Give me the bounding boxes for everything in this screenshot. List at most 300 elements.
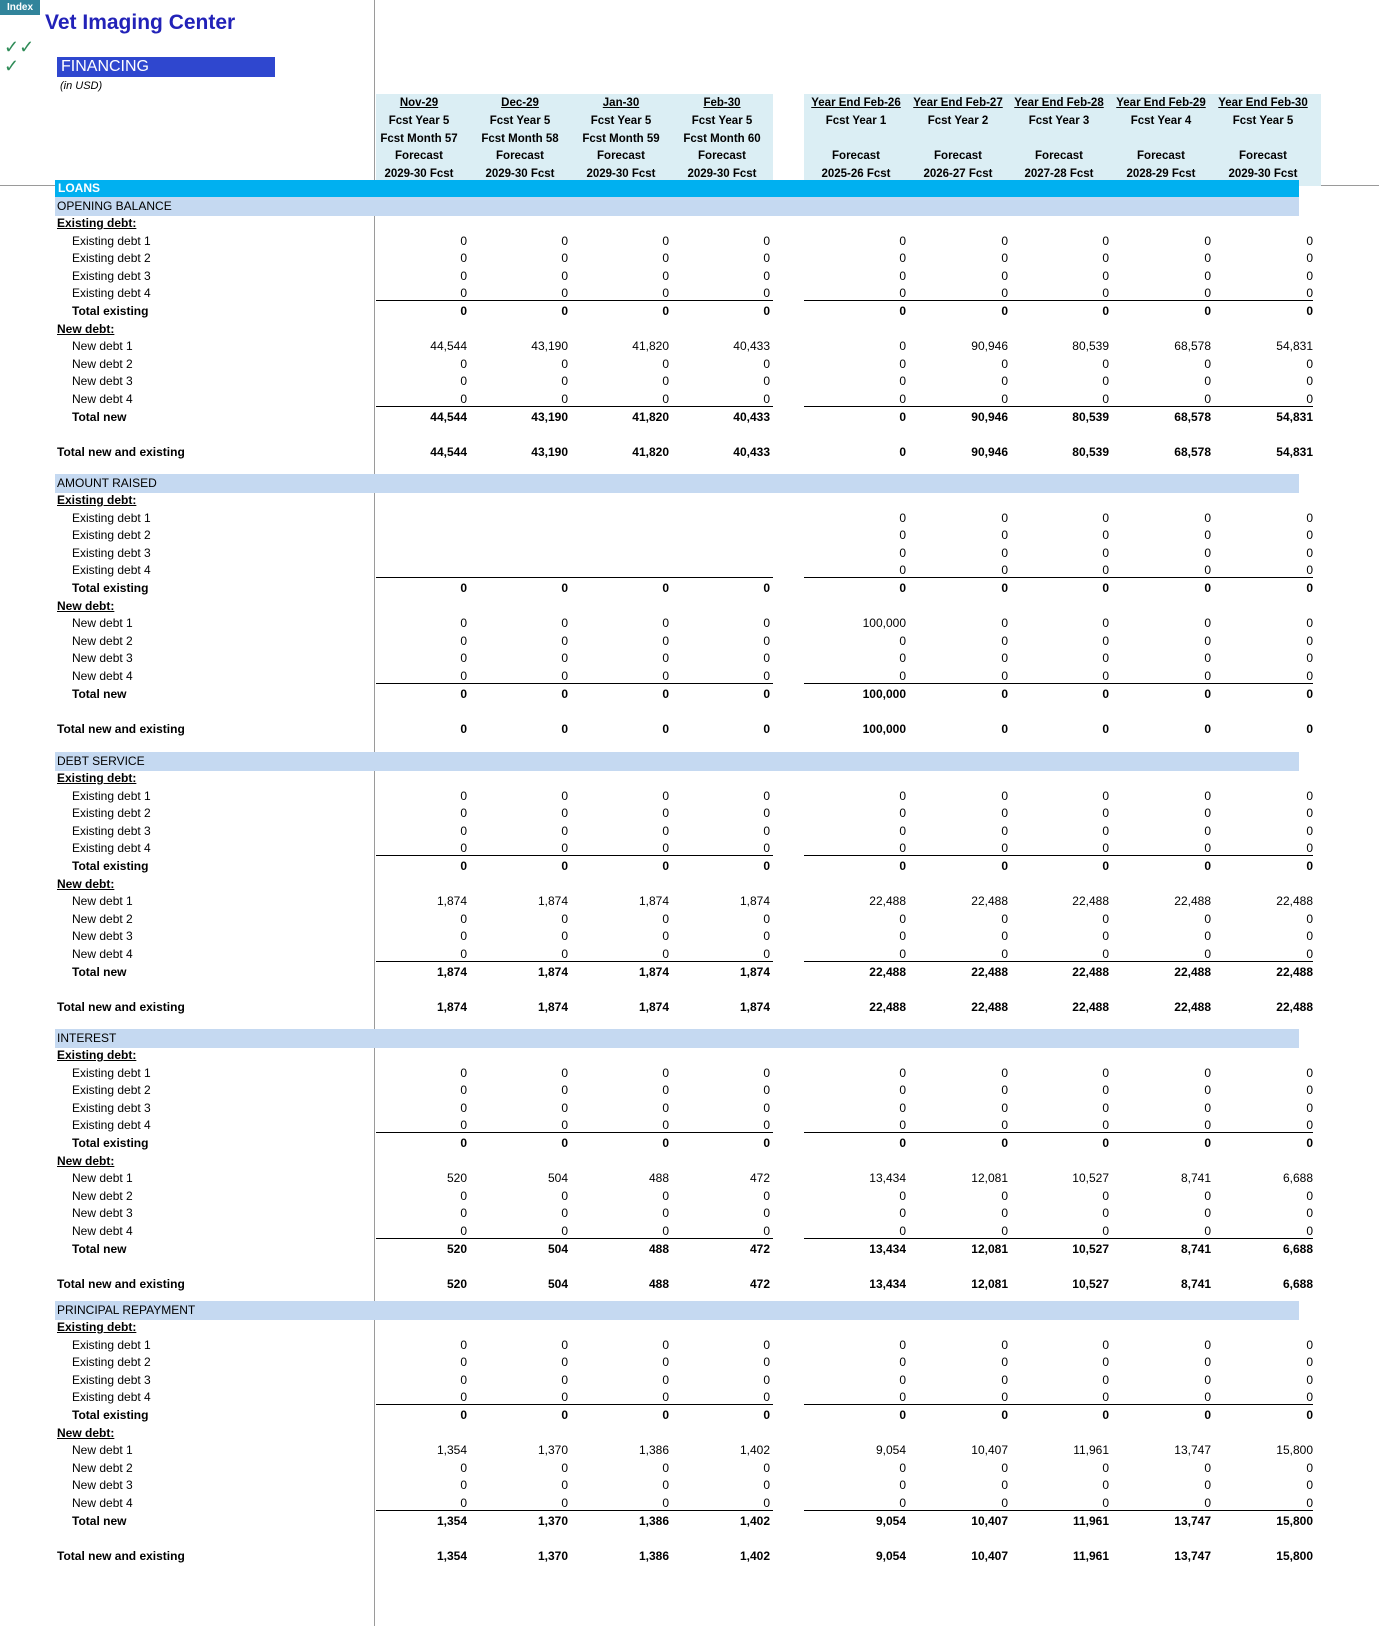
cell-value[interactable]: 0 bbox=[1204, 1337, 1211, 1352]
cell-value[interactable]: 0 bbox=[1001, 545, 1008, 560]
cell-value[interactable]: 0 bbox=[561, 233, 568, 248]
cell-value[interactable]: 1,386 bbox=[638, 1548, 669, 1563]
cell-value[interactable]: 1,386 bbox=[638, 1513, 669, 1528]
cell-value[interactable]: 9,054 bbox=[875, 1443, 906, 1458]
cell-value[interactable]: 0 bbox=[1001, 392, 1008, 406]
cell-value[interactable]: 90,946 bbox=[971, 409, 1008, 424]
cell-value[interactable]: 0 bbox=[662, 1065, 669, 1080]
cell-value[interactable]: 504 bbox=[547, 1276, 568, 1291]
cell-value[interactable]: 0 bbox=[1204, 392, 1211, 406]
cell-value[interactable]: 0 bbox=[460, 1206, 467, 1221]
cell-value[interactable]: 0 bbox=[899, 409, 906, 424]
cell-value[interactable]: 6,688 bbox=[1282, 1276, 1313, 1291]
cell-value[interactable]: 0 bbox=[763, 1188, 770, 1203]
cell-value[interactable]: 0 bbox=[763, 841, 770, 856]
cell-value[interactable]: 54,831 bbox=[1276, 409, 1313, 424]
cell-value[interactable]: 0 bbox=[561, 392, 568, 406]
cell-value[interactable]: 0 bbox=[899, 339, 906, 354]
cell-value[interactable]: 0 bbox=[1102, 581, 1109, 595]
cell-value[interactable]: 22,488 bbox=[869, 964, 906, 979]
cell-value[interactable]: 504 bbox=[547, 1241, 568, 1256]
cell-value[interactable]: 0 bbox=[763, 1118, 770, 1133]
cell-value[interactable]: 0 bbox=[1102, 859, 1109, 873]
cell-value[interactable]: 22,488 bbox=[1072, 964, 1109, 979]
cell-value[interactable]: 0 bbox=[561, 1065, 568, 1080]
cell-value[interactable]: 0 bbox=[1102, 304, 1109, 318]
cell-value[interactable]: 0 bbox=[1102, 1224, 1109, 1238]
cell-value[interactable]: 0 bbox=[662, 686, 669, 701]
cell-value[interactable]: 0 bbox=[1204, 1372, 1211, 1387]
cell-value[interactable]: 44,544 bbox=[430, 339, 467, 354]
cell-value[interactable]: 1,874 bbox=[436, 894, 467, 909]
cell-value[interactable]: 0 bbox=[1102, 356, 1109, 371]
cell-value[interactable]: 0 bbox=[899, 286, 906, 301]
cell-value[interactable]: 0 bbox=[899, 806, 906, 821]
cell-value[interactable]: 0 bbox=[1102, 528, 1109, 543]
cell-value[interactable]: 11,961 bbox=[1072, 1513, 1109, 1528]
cell-value[interactable]: 0 bbox=[1001, 651, 1008, 666]
cell-value[interactable]: 22,488 bbox=[1276, 964, 1313, 979]
cell-value[interactable]: 0 bbox=[1001, 616, 1008, 631]
cell-value[interactable]: 0 bbox=[899, 1224, 906, 1238]
cell-value[interactable]: 1,874 bbox=[638, 964, 669, 979]
cell-value[interactable]: 0 bbox=[1102, 806, 1109, 821]
cell-value[interactable]: 0 bbox=[460, 581, 467, 595]
cell-value[interactable]: 0 bbox=[561, 374, 568, 389]
cell-value[interactable]: 0 bbox=[561, 286, 568, 301]
cell-value[interactable]: 0 bbox=[662, 1136, 669, 1150]
cell-value[interactable]: 0 bbox=[1306, 374, 1313, 389]
cell-value[interactable]: 0 bbox=[662, 823, 669, 838]
cell-value[interactable]: 0 bbox=[1306, 1188, 1313, 1203]
cell-value[interactable]: 0 bbox=[1001, 1460, 1008, 1475]
cell-value[interactable]: 0 bbox=[763, 581, 770, 595]
cell-value[interactable]: 0 bbox=[460, 1496, 467, 1510]
cell-value[interactable]: 0 bbox=[763, 1136, 770, 1150]
cell-value[interactable]: 22,488 bbox=[1174, 964, 1211, 979]
cell-value[interactable]: 1,386 bbox=[638, 1443, 669, 1458]
cell-value[interactable]: 0 bbox=[1306, 1408, 1313, 1422]
cell-value[interactable]: 0 bbox=[763, 1408, 770, 1422]
cell-value[interactable]: 0 bbox=[1204, 528, 1211, 543]
cell-value[interactable]: 0 bbox=[763, 268, 770, 283]
cell-value[interactable]: 0 bbox=[899, 1206, 906, 1221]
cell-value[interactable]: 0 bbox=[1001, 1224, 1008, 1238]
cell-value[interactable]: 0 bbox=[1204, 510, 1211, 525]
cell-value[interactable]: 0 bbox=[1204, 1460, 1211, 1475]
cell-value[interactable]: 0 bbox=[1102, 651, 1109, 666]
cell-value[interactable]: 10,527 bbox=[1072, 1241, 1109, 1256]
cell-value[interactable]: 0 bbox=[460, 721, 467, 736]
cell-value[interactable]: 0 bbox=[763, 1206, 770, 1221]
cell-value[interactable]: 0 bbox=[1102, 1136, 1109, 1150]
cell-value[interactable]: 0 bbox=[1306, 251, 1313, 266]
cell-value[interactable]: 0 bbox=[763, 788, 770, 803]
cell-value[interactable]: 0 bbox=[662, 721, 669, 736]
cell-value[interactable]: 0 bbox=[460, 1188, 467, 1203]
cell-value[interactable]: 0 bbox=[561, 788, 568, 803]
cell-value[interactable]: 0 bbox=[662, 1390, 669, 1405]
cell-value[interactable]: 0 bbox=[662, 1460, 669, 1475]
cell-value[interactable]: 0 bbox=[460, 1224, 467, 1238]
cell-value[interactable]: 0 bbox=[1102, 1118, 1109, 1133]
cell-value[interactable]: 0 bbox=[561, 1408, 568, 1422]
cell-value[interactable]: 0 bbox=[1306, 528, 1313, 543]
cell-value[interactable]: 0 bbox=[1001, 929, 1008, 944]
cell-value[interactable]: 40,433 bbox=[733, 409, 770, 424]
cell-value[interactable]: 0 bbox=[1204, 251, 1211, 266]
cell-value[interactable]: 0 bbox=[899, 268, 906, 283]
cell-value[interactable]: 22,488 bbox=[869, 894, 906, 909]
cell-value[interactable]: 0 bbox=[662, 392, 669, 406]
cell-value[interactable]: 0 bbox=[899, 1337, 906, 1352]
cell-value[interactable]: 0 bbox=[899, 947, 906, 961]
cell-value[interactable]: 0 bbox=[1204, 1390, 1211, 1405]
cell-value[interactable]: 0 bbox=[1306, 510, 1313, 525]
cell-value[interactable]: 0 bbox=[662, 841, 669, 856]
cell-value[interactable]: 0 bbox=[1001, 841, 1008, 856]
cell-value[interactable]: 0 bbox=[1204, 545, 1211, 560]
cell-value[interactable]: 0 bbox=[1102, 545, 1109, 560]
cell-value[interactable]: 0 bbox=[1204, 721, 1211, 736]
cell-value[interactable]: 0 bbox=[460, 392, 467, 406]
cell-value[interactable]: 0 bbox=[1001, 1065, 1008, 1080]
cell-value[interactable]: 1,874 bbox=[638, 999, 669, 1014]
cell-value[interactable]: 0 bbox=[1204, 788, 1211, 803]
cell-value[interactable]: 0 bbox=[899, 1118, 906, 1133]
index-button[interactable]: Index bbox=[0, 0, 40, 15]
cell-value[interactable]: 0 bbox=[1102, 1083, 1109, 1098]
cell-value[interactable]: 13,434 bbox=[869, 1241, 906, 1256]
cell-value[interactable]: 10,407 bbox=[971, 1443, 1008, 1458]
cell-value[interactable]: 10,527 bbox=[1072, 1171, 1109, 1186]
cell-value[interactable]: 0 bbox=[460, 859, 467, 873]
cell-value[interactable]: 0 bbox=[899, 356, 906, 371]
cell-value[interactable]: 68,578 bbox=[1174, 339, 1211, 354]
cell-value[interactable]: 0 bbox=[460, 651, 467, 666]
cell-value[interactable]: 13,747 bbox=[1174, 1443, 1211, 1458]
cell-value[interactable]: 520 bbox=[446, 1241, 467, 1256]
cell-value[interactable]: 0 bbox=[460, 1355, 467, 1370]
cell-value[interactable]: 13,434 bbox=[869, 1276, 906, 1291]
cell-value[interactable]: 0 bbox=[662, 633, 669, 648]
cell-value[interactable]: 0 bbox=[561, 823, 568, 838]
cell-value[interactable]: 0 bbox=[1306, 859, 1313, 873]
cell-value[interactable]: 0 bbox=[1306, 1337, 1313, 1352]
cell-value[interactable]: 0 bbox=[1306, 1136, 1313, 1150]
cell-value[interactable]: 0 bbox=[1102, 1408, 1109, 1422]
cell-value[interactable]: 0 bbox=[1306, 947, 1313, 961]
cell-value[interactable]: 0 bbox=[561, 1337, 568, 1352]
cell-value[interactable]: 41,820 bbox=[632, 339, 669, 354]
cell-value[interactable]: 15,800 bbox=[1276, 1443, 1313, 1458]
cell-value[interactable]: 0 bbox=[1001, 1118, 1008, 1133]
cell-value[interactable]: 0 bbox=[1204, 1083, 1211, 1098]
cell-value[interactable]: 1,370 bbox=[537, 1548, 568, 1563]
cell-value[interactable]: 8,741 bbox=[1180, 1241, 1211, 1256]
cell-value[interactable]: 0 bbox=[1102, 1372, 1109, 1387]
cell-value[interactable]: 1,402 bbox=[739, 1548, 770, 1563]
cell-value[interactable]: 0 bbox=[561, 841, 568, 856]
cell-value[interactable]: 0 bbox=[1306, 651, 1313, 666]
cell-value[interactable]: 0 bbox=[1204, 1408, 1211, 1422]
cell-value[interactable]: 0 bbox=[1204, 911, 1211, 926]
cell-value[interactable]: 15,800 bbox=[1276, 1548, 1313, 1563]
cell-value[interactable]: 9,054 bbox=[875, 1548, 906, 1563]
cell-value[interactable]: 0 bbox=[460, 1100, 467, 1115]
cell-value[interactable]: 0 bbox=[763, 1355, 770, 1370]
cell-value[interactable]: 0 bbox=[662, 859, 669, 873]
cell-value[interactable]: 0 bbox=[1001, 686, 1008, 701]
cell-value[interactable]: 0 bbox=[1306, 545, 1313, 560]
cell-value[interactable]: 0 bbox=[662, 1372, 669, 1387]
cell-value[interactable]: 0 bbox=[1204, 1065, 1211, 1080]
cell-value[interactable]: 0 bbox=[899, 510, 906, 525]
cell-value[interactable]: 0 bbox=[1204, 1224, 1211, 1238]
cell-value[interactable]: 41,820 bbox=[632, 444, 669, 459]
cell-value[interactable]: 0 bbox=[1001, 806, 1008, 821]
cell-value[interactable]: 0 bbox=[662, 268, 669, 283]
cell-value[interactable]: 520 bbox=[446, 1276, 467, 1291]
cell-value[interactable]: 0 bbox=[899, 859, 906, 873]
cell-value[interactable]: 0 bbox=[1102, 788, 1109, 803]
cell-value[interactable]: 0 bbox=[1102, 1065, 1109, 1080]
cell-value[interactable]: 0 bbox=[1306, 633, 1313, 648]
cell-value[interactable]: 0 bbox=[899, 1390, 906, 1405]
cell-value[interactable]: 0 bbox=[1306, 1478, 1313, 1493]
cell-value[interactable]: 43,190 bbox=[531, 409, 568, 424]
cell-value[interactable]: 0 bbox=[662, 1083, 669, 1098]
cell-value[interactable]: 0 bbox=[763, 1065, 770, 1080]
cell-value[interactable]: 0 bbox=[1306, 286, 1313, 301]
cell-value[interactable]: 0 bbox=[561, 669, 568, 683]
cell-value[interactable]: 0 bbox=[662, 1337, 669, 1352]
cell-value[interactable]: 0 bbox=[1204, 1100, 1211, 1115]
cell-value[interactable]: 43,190 bbox=[531, 444, 568, 459]
cell-value[interactable]: 0 bbox=[561, 1390, 568, 1405]
cell-value[interactable]: 0 bbox=[1001, 1355, 1008, 1370]
cell-value[interactable]: 0 bbox=[1001, 1478, 1008, 1493]
cell-value[interactable]: 0 bbox=[763, 929, 770, 944]
cell-value[interactable]: 0 bbox=[460, 1118, 467, 1133]
cell-value[interactable]: 0 bbox=[763, 823, 770, 838]
cell-value[interactable]: 22,488 bbox=[971, 999, 1008, 1014]
cell-value[interactable]: 22,488 bbox=[1276, 894, 1313, 909]
cell-value[interactable]: 0 bbox=[1306, 788, 1313, 803]
cell-value[interactable]: 0 bbox=[1306, 304, 1313, 318]
cell-value[interactable]: 0 bbox=[899, 392, 906, 406]
cell-value[interactable]: 0 bbox=[1102, 268, 1109, 283]
cell-value[interactable]: 0 bbox=[1204, 841, 1211, 856]
cell-value[interactable]: 0 bbox=[1204, 581, 1211, 595]
cell-value[interactable]: 0 bbox=[460, 233, 467, 248]
cell-value[interactable]: 0 bbox=[1204, 669, 1211, 683]
cell-value[interactable]: 0 bbox=[899, 1083, 906, 1098]
cell-value[interactable]: 0 bbox=[561, 581, 568, 595]
cell-value[interactable]: 0 bbox=[561, 1118, 568, 1133]
cell-value[interactable]: 1,370 bbox=[537, 1513, 568, 1528]
cell-value[interactable]: 10,527 bbox=[1072, 1276, 1109, 1291]
cell-value[interactable]: 40,433 bbox=[733, 444, 770, 459]
cell-value[interactable]: 68,578 bbox=[1174, 409, 1211, 424]
cell-value[interactable]: 54,831 bbox=[1276, 339, 1313, 354]
cell-value[interactable]: 0 bbox=[1001, 1496, 1008, 1510]
cell-value[interactable]: 0 bbox=[662, 1100, 669, 1115]
cell-value[interactable]: 90,946 bbox=[971, 444, 1008, 459]
cell-value[interactable]: 11,961 bbox=[1073, 1443, 1109, 1458]
cell-value[interactable]: 0 bbox=[1204, 233, 1211, 248]
cell-value[interactable]: 0 bbox=[763, 1390, 770, 1405]
cell-value[interactable]: 0 bbox=[1001, 374, 1008, 389]
cell-value[interactable]: 0 bbox=[899, 444, 906, 459]
cell-value[interactable]: 0 bbox=[662, 911, 669, 926]
cell-value[interactable]: 0 bbox=[1204, 1118, 1211, 1133]
cell-value[interactable]: 472 bbox=[749, 1241, 770, 1256]
cell-value[interactable]: 1,874 bbox=[638, 894, 669, 909]
cell-value[interactable]: 40,433 bbox=[733, 339, 770, 354]
cell-value[interactable]: 0 bbox=[460, 1065, 467, 1080]
cell-value[interactable]: 8,741 bbox=[1180, 1276, 1211, 1291]
cell-value[interactable]: 0 bbox=[1204, 1136, 1211, 1150]
cell-value[interactable]: 0 bbox=[460, 251, 467, 266]
cell-value[interactable]: 0 bbox=[662, 788, 669, 803]
cell-value[interactable]: 0 bbox=[561, 1372, 568, 1387]
cell-value[interactable]: 0 bbox=[662, 251, 669, 266]
cell-value[interactable]: 0 bbox=[1001, 1390, 1008, 1405]
cell-value[interactable]: 0 bbox=[460, 686, 467, 701]
cell-value[interactable]: 0 bbox=[763, 721, 770, 736]
cell-value[interactable]: 0 bbox=[561, 251, 568, 266]
cell-value[interactable]: 0 bbox=[1102, 823, 1109, 838]
cell-value[interactable]: 0 bbox=[561, 304, 568, 318]
cell-value[interactable]: 0 bbox=[899, 841, 906, 856]
cell-value[interactable]: 1,874 bbox=[537, 964, 568, 979]
cell-value[interactable]: 0 bbox=[763, 1460, 770, 1475]
cell-value[interactable]: 0 bbox=[1001, 356, 1008, 371]
cell-value[interactable]: 0 bbox=[1204, 616, 1211, 631]
cell-value[interactable]: 0 bbox=[460, 1460, 467, 1475]
cell-value[interactable]: 0 bbox=[763, 251, 770, 266]
cell-value[interactable]: 472 bbox=[749, 1171, 770, 1186]
cell-value[interactable]: 0 bbox=[1306, 1065, 1313, 1080]
cell-value[interactable]: 0 bbox=[1204, 563, 1211, 578]
cell-value[interactable]: 0 bbox=[1102, 841, 1109, 856]
cell-value[interactable]: 0 bbox=[1306, 616, 1313, 631]
cell-value[interactable]: 9,054 bbox=[875, 1513, 906, 1528]
cell-value[interactable]: 0 bbox=[561, 806, 568, 821]
cell-value[interactable]: 0 bbox=[763, 374, 770, 389]
cell-value[interactable]: 0 bbox=[1102, 1496, 1109, 1510]
cell-value[interactable]: 0 bbox=[1001, 1337, 1008, 1352]
cell-value[interactable]: 0 bbox=[561, 721, 568, 736]
cell-value[interactable]: 0 bbox=[763, 1100, 770, 1115]
cell-value[interactable]: 0 bbox=[763, 616, 770, 631]
cell-value[interactable]: 90,946 bbox=[971, 339, 1008, 354]
cell-value[interactable]: 0 bbox=[1001, 1206, 1008, 1221]
cell-value[interactable]: 0 bbox=[899, 233, 906, 248]
cell-value[interactable]: 0 bbox=[460, 1337, 467, 1352]
cell-value[interactable]: 0 bbox=[561, 651, 568, 666]
cell-value[interactable]: 0 bbox=[460, 1478, 467, 1493]
cell-value[interactable]: 504 bbox=[547, 1171, 568, 1186]
cell-value[interactable]: 22,488 bbox=[971, 964, 1008, 979]
cell-value[interactable]: 0 bbox=[1306, 581, 1313, 595]
cell-value[interactable]: 1,402 bbox=[739, 1443, 770, 1458]
cell-value[interactable]: 0 bbox=[561, 1496, 568, 1510]
cell-value[interactable]: 0 bbox=[1306, 356, 1313, 371]
cell-value[interactable]: 0 bbox=[1204, 806, 1211, 821]
cell-value[interactable]: 0 bbox=[1306, 1460, 1313, 1475]
cell-value[interactable]: 0 bbox=[1001, 1100, 1008, 1115]
cell-value[interactable]: 0 bbox=[1001, 859, 1008, 873]
cell-value[interactable]: 0 bbox=[1204, 651, 1211, 666]
cell-value[interactable]: 22,488 bbox=[1174, 999, 1211, 1014]
cell-value[interactable]: 22,488 bbox=[971, 894, 1008, 909]
cell-value[interactable]: 0 bbox=[1306, 1100, 1313, 1115]
cell-value[interactable]: 54,831 bbox=[1276, 444, 1313, 459]
cell-value[interactable]: 8,741 bbox=[1180, 1171, 1211, 1186]
cell-value[interactable]: 0 bbox=[460, 1083, 467, 1098]
cell-value[interactable]: 0 bbox=[1001, 911, 1008, 926]
cell-value[interactable]: 0 bbox=[1306, 1355, 1313, 1370]
cell-value[interactable]: 1,354 bbox=[436, 1513, 467, 1528]
cell-value[interactable]: 0 bbox=[662, 947, 669, 961]
cell-value[interactable]: 0 bbox=[460, 374, 467, 389]
cell-value[interactable]: 1,354 bbox=[436, 1443, 467, 1458]
cell-value[interactable]: 0 bbox=[662, 1355, 669, 1370]
cell-value[interactable]: 0 bbox=[763, 669, 770, 683]
cell-value[interactable]: 12,081 bbox=[971, 1171, 1008, 1186]
cell-value[interactable]: 0 bbox=[561, 1355, 568, 1370]
cell-value[interactable]: 0 bbox=[1001, 528, 1008, 543]
cell-value[interactable]: 0 bbox=[460, 286, 467, 301]
cell-value[interactable]: 0 bbox=[1306, 1372, 1313, 1387]
cell-value[interactable]: 44,544 bbox=[430, 409, 467, 424]
cell-value[interactable]: 0 bbox=[899, 1100, 906, 1115]
cell-value[interactable]: 0 bbox=[561, 911, 568, 926]
cell-value[interactable]: 0 bbox=[1306, 268, 1313, 283]
cell-value[interactable]: 0 bbox=[899, 669, 906, 683]
cell-value[interactable]: 0 bbox=[899, 1478, 906, 1493]
cell-value[interactable]: 0 bbox=[1001, 947, 1008, 961]
cell-value[interactable]: 0 bbox=[1001, 823, 1008, 838]
cell-value[interactable]: 6,688 bbox=[1282, 1171, 1313, 1186]
cell-value[interactable]: 0 bbox=[1204, 929, 1211, 944]
cell-value[interactable]: 0 bbox=[763, 806, 770, 821]
cell-value[interactable]: 0 bbox=[460, 1408, 467, 1422]
cell-value[interactable]: 0 bbox=[763, 651, 770, 666]
cell-value[interactable]: 0 bbox=[763, 356, 770, 371]
cell-value[interactable]: 0 bbox=[1306, 1118, 1313, 1133]
cell-value[interactable]: 0 bbox=[460, 268, 467, 283]
cell-value[interactable]: 0 bbox=[1102, 1206, 1109, 1221]
cell-value[interactable]: 0 bbox=[1001, 669, 1008, 683]
cell-value[interactable]: 0 bbox=[1204, 1478, 1211, 1493]
cell-value[interactable]: 0 bbox=[662, 1118, 669, 1133]
cell-value[interactable]: 0 bbox=[1306, 911, 1313, 926]
cell-value[interactable]: 1,874 bbox=[436, 964, 467, 979]
cell-value[interactable]: 0 bbox=[561, 633, 568, 648]
cell-value[interactable]: 0 bbox=[899, 1496, 906, 1510]
cell-value[interactable]: 0 bbox=[561, 1460, 568, 1475]
cell-value[interactable]: 0 bbox=[1001, 233, 1008, 248]
cell-value[interactable]: 0 bbox=[1204, 1355, 1211, 1370]
cell-value[interactable]: 0 bbox=[763, 1083, 770, 1098]
cell-value[interactable]: 0 bbox=[899, 1408, 906, 1422]
cell-value[interactable]: 0 bbox=[899, 651, 906, 666]
cell-value[interactable]: 0 bbox=[1204, 1206, 1211, 1221]
cell-value[interactable]: 0 bbox=[763, 1496, 770, 1510]
